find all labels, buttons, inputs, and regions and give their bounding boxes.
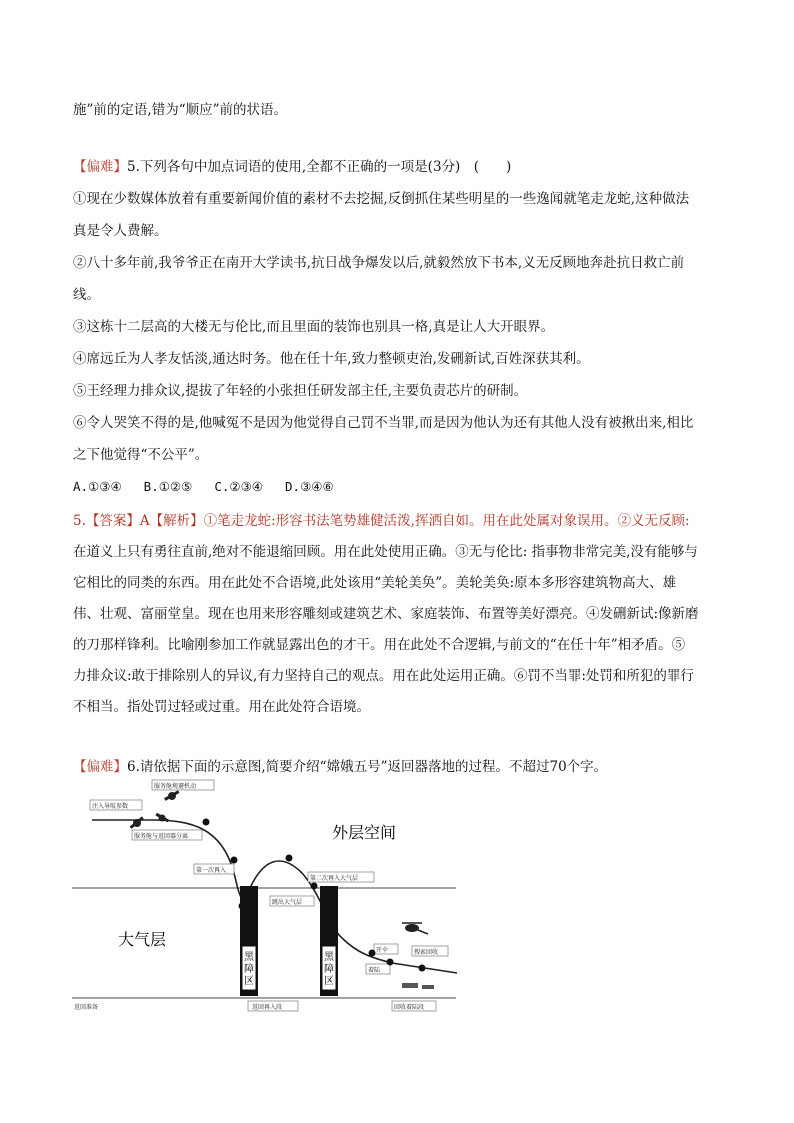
difficulty-tag: 【偏难】 xyxy=(73,759,127,775)
label-recovery: 回收着陆段 xyxy=(394,1004,425,1011)
sentence-4: ④席远丘为人孝友恬淡,通达时务。他在任十年,致力整顿吏治,发硎新试,百姓深获其利。 xyxy=(73,351,590,367)
sentence-5: ⑤王经理力排众议,提拔了年轻的小张担任研发部主任,主要负责芯片的研制。 xyxy=(73,383,528,399)
label-second-entry: 第二次再入大气层 xyxy=(310,875,359,882)
sentence-6: ⑥令人哭笑不得的是,他喊冤不是因为他觉得自己罚不当罪,而是因为他认为还有其他人没有被揪出来,相比 xyxy=(73,415,694,431)
label-landing: 着陆 xyxy=(368,967,381,974)
label-prep: 返回准备 xyxy=(74,1004,99,1011)
question-5-text: 5.下列各句中加点词语的使用,全都不正确的一项是(3分) ( ) xyxy=(127,159,512,175)
sentence-2-cont: 线。 xyxy=(73,287,100,303)
label-reentry: 返回再入段 xyxy=(252,1004,283,1011)
answer-5-line: 不相当。指处罚过轻或过重。用在此处符合语境。 xyxy=(73,699,370,715)
answer-5-line: 在道义上只有勇往直前,绝对不能退缩回顾。用在此处使用正确。③无与伦比: 指事物非常完美,没有能够与 xyxy=(73,544,698,560)
option-b: B.①②⑤ xyxy=(143,479,193,494)
options xyxy=(73,478,334,496)
answer-5-line: 伟、壮观、富丽堂皇。现在也用来形容雕刻或建筑艺术、家庭装饰、布置等美好漂亮。④发硎新试:像新磨 xyxy=(73,606,699,622)
sentence-1: ①现在少数媒体放着有重要新闻价值的素材不去挖掘,反倒抓住某些明星的一些逸闻就笔走龙蛇,这种做法 xyxy=(73,191,690,207)
label-search: 搜索回收 xyxy=(414,949,439,956)
sentence-3: ③这栋十二层高的大楼无与伦比,而且里面的装饰也别具一格,真是让人大开眼界。 xyxy=(73,319,555,335)
label-first-entry: 第一次再入 xyxy=(196,867,227,874)
answer-5-line: 力排众议:敢于排除别人的异议,有力坚持自己的观点。用在此处运用正确。⑥罚不当罪:处罚和所犯的罪行 xyxy=(73,668,694,684)
label-inject: 注入导航参数 xyxy=(92,803,129,810)
return-trajectory-diagram xyxy=(72,778,462,1013)
intro-line: 施”前的定语,错为“顺应”前的状语。 xyxy=(73,102,287,118)
label-parachute: 开伞 xyxy=(376,947,389,954)
question-5-stem xyxy=(73,158,511,176)
vehicle-icon xyxy=(402,983,434,989)
sentence-2: ②八十多年前,我爷爷正在南开大学读书,抗日战争爆发以后,就毅然放下书本,义无反顾地奔赴抗日救亡前 xyxy=(73,255,685,271)
helicopter-icon xyxy=(402,923,428,934)
question-6-text: 6.请依据下面的示意图,简要介绍“嫦娥五号”返回器落地的过程。不超过70个字。 xyxy=(127,759,608,775)
sentence-6-cont: 之下他觉得“不公平”。 xyxy=(73,447,209,463)
answer-5-line: 5.【答案】A【解析】①笔走龙蛇:形容书法笔势雄健活泼,挥洒自如。用在此处属对象误用。②义无反顾: xyxy=(73,513,690,529)
option-c: C.②③④ xyxy=(214,479,264,494)
atmosphere-label: 大气层 xyxy=(118,930,167,949)
blackout-label-1: 黑障区 xyxy=(244,952,254,987)
outer-space-label: 外层空间 xyxy=(332,823,397,842)
option-d: D.③④⑥ xyxy=(285,479,334,494)
label-separate: 服务舱与返回器分离 xyxy=(134,833,189,840)
label-jump: 跳出大气层 xyxy=(272,899,303,906)
answer-5-line: 它相比的同类的东西。用在此处不合语境,此处该用“美轮美奂”。美轮美奂:原本多形容建筑物高大、雄 xyxy=(73,575,677,591)
sentence-1-cont: 真是令人费解。 xyxy=(73,223,168,239)
question-6-stem xyxy=(73,758,607,776)
blackout-label-2: 黑障区 xyxy=(324,952,334,987)
option-a: A.①③④ xyxy=(73,479,122,494)
label-service-avoid: 服务舱规避机动 xyxy=(154,783,197,790)
answer-5-line: 的刀那样锋利。比喻刚参加工作就显露出色的才干。用在此处不合逻辑,与前文的“在任十年”相矛盾。⑤ xyxy=(73,637,686,653)
difficulty-tag: 【偏难】 xyxy=(73,159,127,175)
